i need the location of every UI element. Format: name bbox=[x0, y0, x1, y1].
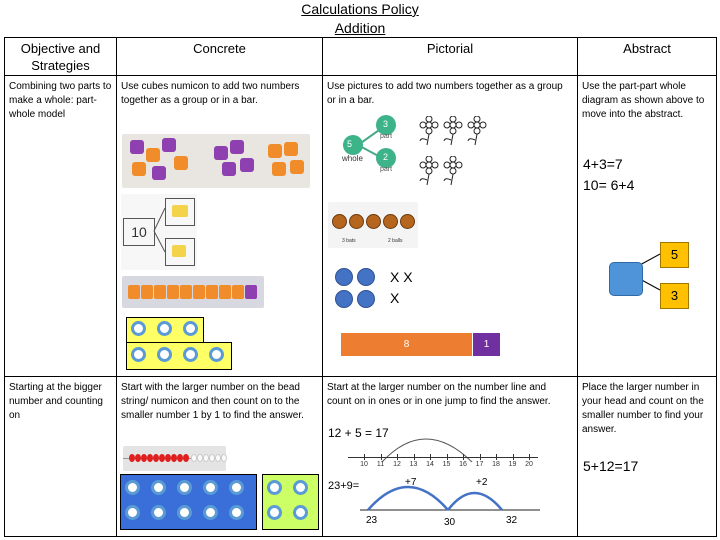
numberline-tick-label: 13 bbox=[409, 461, 418, 468]
flower-icon bbox=[418, 116, 440, 146]
row1-abstract-cell: Use the part-part whole diagram as shown above to move into the abstract. bbox=[578, 76, 717, 377]
numberline-tick-label: 14 bbox=[426, 461, 434, 468]
cube bbox=[128, 285, 140, 299]
jump-point-start: 23 bbox=[366, 515, 378, 526]
cube bbox=[245, 285, 257, 299]
cube bbox=[167, 285, 179, 299]
whole-label: whole bbox=[342, 154, 363, 163]
flower-icon bbox=[418, 156, 440, 186]
jump2-label: +2 bbox=[476, 477, 488, 488]
part1-label: part bbox=[380, 133, 393, 140]
numicon-part-box-top bbox=[165, 198, 195, 226]
jump-arcs bbox=[360, 470, 540, 520]
jump1-label: +7 bbox=[405, 477, 417, 488]
part2-label: part bbox=[380, 166, 393, 173]
header-abstract: Abstract bbox=[578, 38, 717, 76]
counter-token bbox=[349, 214, 364, 229]
abstract-equation-row2: 5+12=17 bbox=[583, 458, 639, 474]
flower-icon bbox=[466, 116, 488, 146]
numberline-tick bbox=[529, 454, 530, 460]
whole-value: 5 bbox=[347, 139, 353, 149]
numberline-tick-label: 19 bbox=[508, 461, 517, 468]
x-marks-top: X X bbox=[390, 269, 413, 285]
numicon-part-box-bottom bbox=[165, 238, 195, 266]
jump-equation: 23+9= bbox=[328, 480, 360, 492]
flower-icon bbox=[442, 116, 464, 146]
numberline-tick bbox=[513, 454, 514, 460]
counter-ring bbox=[229, 505, 244, 520]
cube-bar-photo bbox=[122, 276, 264, 308]
numberline-tick bbox=[447, 454, 448, 460]
counter-ring bbox=[125, 505, 140, 520]
counter-ring bbox=[203, 505, 218, 520]
counter-ring bbox=[293, 505, 308, 520]
cube bbox=[232, 285, 244, 299]
header-pictorial: Pictorial bbox=[323, 38, 578, 76]
pp-box-top: 5 bbox=[660, 242, 689, 268]
counter-token bbox=[332, 214, 347, 229]
bead bbox=[183, 454, 189, 462]
row1-objective-cell: Combining two parts to make a whole: part- whole model bbox=[5, 76, 117, 377]
numberline-tick-label: 10 bbox=[360, 461, 368, 468]
numberline-tick bbox=[414, 454, 415, 460]
part1-value: 3 bbox=[383, 119, 389, 129]
counter-ring bbox=[157, 347, 172, 362]
part2-value: 2 bbox=[383, 152, 389, 162]
numberline-tick-label: 16 bbox=[459, 461, 467, 468]
blue-counter bbox=[335, 290, 353, 308]
counter-ring bbox=[183, 347, 198, 362]
cube bbox=[154, 285, 166, 299]
counters-left-label: 3 bats bbox=[342, 238, 356, 244]
blue-counter bbox=[357, 268, 375, 286]
cube bbox=[206, 285, 218, 299]
counters-photo bbox=[328, 202, 418, 248]
jump-point-end: 32 bbox=[506, 515, 518, 526]
numberline-tick bbox=[496, 454, 497, 460]
cube bbox=[141, 285, 153, 299]
cubes-photo bbox=[122, 134, 310, 188]
counter-ring bbox=[293, 480, 308, 495]
counter-ring bbox=[267, 480, 282, 495]
numberline-tick bbox=[397, 454, 398, 460]
jump-point-middle: 30 bbox=[444, 517, 456, 528]
x-marks-bottom: X bbox=[390, 290, 400, 306]
cube bbox=[219, 285, 231, 299]
bead bbox=[221, 454, 227, 462]
counter-ring bbox=[131, 321, 146, 336]
counter-token bbox=[400, 214, 415, 229]
counter-token bbox=[383, 214, 398, 229]
page-subtitle: Addition bbox=[334, 20, 386, 36]
numicon-whole-box: 10 bbox=[123, 218, 155, 246]
row2-pictorial-cell: Start at the larger number on the number line and count on in ones or in one jump to find the answer. bbox=[323, 377, 578, 537]
numberline-equation: 12 + 5 = 17 bbox=[328, 426, 389, 440]
numberline-arc bbox=[360, 426, 510, 466]
numberline-tick-label: 15 bbox=[442, 461, 451, 468]
row2-objective-cell: Starting at the bigger number and counting on bbox=[5, 377, 117, 537]
counter-ring bbox=[267, 505, 282, 520]
counter-ring bbox=[183, 321, 198, 336]
numberline-tick-label: 18 bbox=[492, 461, 500, 468]
numberline-tick-label: 20 bbox=[525, 461, 533, 468]
counter-ring bbox=[209, 347, 224, 362]
row2-concrete-cell: Start with the larger number on the bead string/ numicon and then count on to the smaller number 1 by 1 to find the answer. bbox=[117, 377, 323, 537]
counter-ring bbox=[229, 480, 244, 495]
numberline-tick bbox=[364, 454, 365, 460]
abstract-equation-2: 10= 6+4 bbox=[583, 177, 635, 193]
part-part-whole-circle bbox=[609, 262, 643, 296]
counter-ring bbox=[131, 347, 146, 362]
counter-ring bbox=[157, 321, 172, 336]
page-title: Calculations Policy bbox=[301, 1, 419, 17]
blue-counter bbox=[357, 290, 375, 308]
numberline-tick-label: 11 bbox=[376, 461, 385, 468]
numberline-tick-label: 17 bbox=[475, 461, 484, 468]
counter-token bbox=[366, 214, 381, 229]
numicon-part-whole bbox=[121, 194, 197, 270]
counter-ring bbox=[177, 505, 192, 520]
row2-abstract-cell: Place the larger number in your head and count on the smaller number to find your answer. bbox=[578, 377, 717, 537]
pp-box-bottom: 3 bbox=[660, 283, 689, 309]
bead-string-photo bbox=[123, 446, 226, 471]
numberline-axis bbox=[348, 457, 538, 458]
row1-pictorial-cell: Use pictures to add two numbers together as a group or in a bar. bbox=[323, 76, 578, 377]
bar-model-large: 8 bbox=[341, 333, 472, 356]
counter-ring bbox=[151, 505, 166, 520]
counter-ring bbox=[151, 480, 166, 495]
row1-concrete-cell: Use cubes numicon to add two numbers together as a group or in a bar. bbox=[117, 76, 323, 377]
cube bbox=[180, 285, 192, 299]
numberline-tick bbox=[480, 454, 481, 460]
bar-model-small: 1 bbox=[473, 333, 500, 356]
header-objective: Objective and Strategies bbox=[5, 38, 117, 76]
numberline-tick bbox=[430, 454, 431, 460]
counters-right-label: 2 balls bbox=[388, 238, 403, 244]
blue-counter bbox=[335, 268, 353, 286]
counter-ring bbox=[125, 480, 140, 495]
flower-icon bbox=[442, 156, 464, 186]
counter-ring bbox=[203, 480, 218, 495]
cube bbox=[193, 285, 205, 299]
header-concrete: Concrete bbox=[117, 38, 323, 76]
counter-ring bbox=[177, 480, 192, 495]
numberline-tick bbox=[381, 454, 382, 460]
numberline-tick bbox=[463, 454, 464, 460]
numberline-tick-label: 12 bbox=[393, 461, 401, 468]
abstract-equation-1: 4+3=7 bbox=[583, 156, 623, 172]
